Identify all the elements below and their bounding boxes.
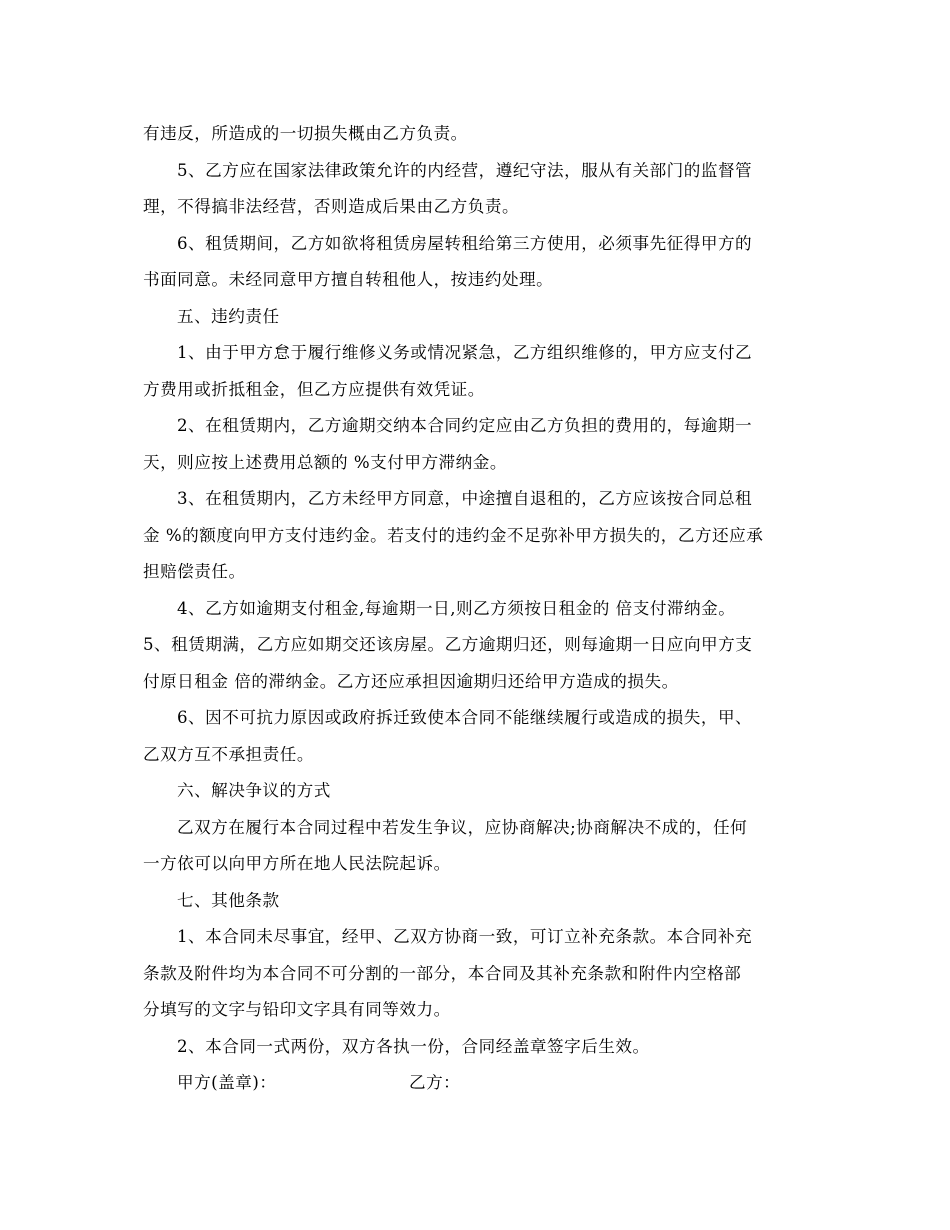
paragraph-line: 天，则应按上述费用总额的 %支付甲方滞纳金。	[143, 452, 507, 472]
paragraph-line: 乙双方互不承担责任。	[143, 744, 314, 764]
paragraph-line: 付原日租金 倍的滞纳金。乙方还应承担因逾期归还给甲方造成的损失。	[143, 671, 679, 691]
paragraph-line: 1、由于甲方怠于履行维修义务或情况紧急，乙方组织维修的，甲方应支付乙	[177, 343, 753, 362]
paragraph-line: 金 %的额度向甲方支付违约金。若支付的违约金不足弥补甲方损失的，乙方还应承	[143, 525, 764, 545]
paragraph-line: 有违反，所造成的一切损失概由乙方负责。	[143, 124, 468, 143]
paragraph-line: 3、在租赁期内，乙方未经甲方同意，中途擅自退租的，乙方应该按合同总租	[177, 489, 753, 508]
paragraph-line: 书面同意。未经同意甲方擅自转租他人，按违约处理。	[143, 270, 554, 289]
party-b-signature-label: 乙方：	[409, 1073, 461, 1092]
signature-row	[143, 1065, 808, 1102]
paragraph-line: 方费用或折抵租金，但乙方应提供有效凭证。	[143, 379, 485, 399]
paragraph-line: 1、本合同未尽事宜，经甲、乙双方协商一致，可订立补充条款。本合同补充	[177, 927, 753, 946]
paragraph-line: 担赔偿责任。	[143, 562, 246, 581]
party-a-signature-label: 甲方(盖章)：	[177, 1073, 277, 1092]
section-heading: 七、其他条款	[177, 890, 280, 910]
paragraph-line: 4、乙方如逾期支付租金,每逾期一日,则乙方须按日租金的 倍支付滞纳金。	[177, 598, 736, 618]
paragraph-line: 一方依可以向甲方所在地人民法院起诉。	[143, 854, 451, 873]
paragraph-line: 条款及附件均为本合同不可分割的一部分，本合同及其补充条款和附件内空格部	[143, 963, 742, 983]
paragraph-line: 2、在租赁期内，乙方逾期交纳本合同约定应由乙方负担的费用的，每逾期一	[177, 416, 753, 435]
paragraph-line: 5、乙方应在国家法律政策允许的内经营，遵纪守法，服从有关部门的监督管	[177, 160, 753, 180]
paragraph-line: 2、本合同一式两份，双方各执一份，合同经盖章签字后生效。	[177, 1036, 650, 1056]
paragraph-line: 6、因不可抗力原因或政府拆迁致使本合同不能继续履行或造成的损失，甲、	[177, 708, 753, 727]
paragraph-line: 理，不得搞非法经营，否则造成后果由乙方负责。	[143, 197, 520, 216]
paragraph-line: 6、租赁期间，乙方如欲将租赁房屋转租给第三方使用，必须事先征得甲方的	[177, 233, 753, 253]
section-heading: 六、解决争议的方式	[177, 781, 331, 800]
contract-body	[143, 116, 808, 1102]
paragraph-line: 5、租赁期满，乙方应如期交还该房屋。乙方逾期归还，则每逾期一日应向甲方支	[143, 635, 753, 654]
paragraph-line: 乙双方在履行本合同过程中若发生争议，应协商解决;协商解决不成的，任何	[177, 817, 748, 837]
paragraph-line: 分填写的文字与铅印文字具有同等效力。	[143, 1000, 451, 1019]
section-heading: 五、违约责任	[177, 306, 280, 326]
